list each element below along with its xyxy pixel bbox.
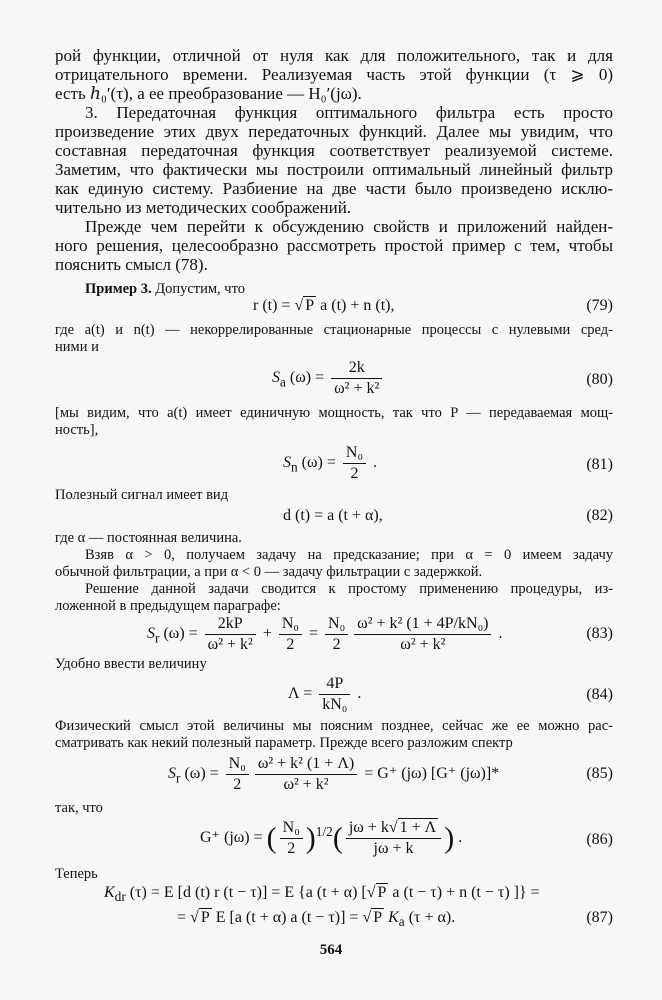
example-intro: Допустим, что [151, 281, 245, 297]
equation-79: r (t) = √ P a (t) + n (t), [253, 297, 395, 314]
text-line: произведение этих двух передаточных функций. Далее мы увидим, что [55, 122, 613, 141]
text-line: Физический смысл этой величины мы поясним позднее, сейчас же ее можно рас- [55, 718, 613, 734]
equation-80: $S_a$ (ω) = $\frac{2k}{\text{ω² + k²}}$ [272, 358, 385, 399]
text-line: есть ℎ₀′(τ), а ее преобразование — H₀′(jω). [55, 84, 362, 103]
equation-number: (82) [586, 507, 613, 524]
text-line: пояснить смысл (78). [55, 255, 208, 274]
equation-85: $S_r$ (ω) = $\frac{\text{N₀}}{2}$ $\frac{\text{ω² + k² (1 + Λ)}}{\text{ω² + k²}}$ = G⁺ (jω) [G⁺ (jω)]* [168, 755, 500, 793]
text-line: где a(t) и n(t) — некоррелированные стационарные процессы с нулевыми сред- [55, 322, 613, 338]
text-line: Удобно ввести величину [55, 656, 207, 672]
text-line: ними и [55, 339, 99, 355]
equation-82: d (t) = a (t + α), [283, 507, 383, 524]
equation-number: (84) [586, 686, 613, 703]
text-line: Полезный сигнал имеет вид [55, 487, 229, 503]
text-line: Прежде чем перейти к обсуждению свойств и приложений найден- [85, 217, 613, 236]
text-line: так, что [55, 800, 103, 816]
equation-84: Λ = $\frac{4P}{\text{kN₀}}$ . [288, 675, 362, 713]
equation-number: (87) [586, 909, 613, 926]
text-line: Теперь [55, 866, 98, 882]
text-line: ложенной в предыдущем параграфе: [55, 598, 281, 614]
text-line: составная передаточная функция соответствует реализуемой системе. [55, 141, 613, 160]
equation-number: (83) [586, 625, 613, 642]
equation-number: (85) [586, 765, 613, 782]
equation-number: (81) [586, 456, 613, 473]
page-number: 564 [319, 942, 343, 958]
text-line: как единую систему. Разбиение на две части было произведено исклю- [55, 179, 613, 198]
text-line: где α — постоянная величина. [55, 530, 242, 546]
text-line: Взяв α > 0, получаем задачу на предсказание; при α = 0 имеем задачу [85, 547, 613, 563]
text-line: чительно из методических соображений. [55, 198, 352, 217]
text-line: рой функции, отличной от нуля как для положительного, так и для [55, 46, 613, 65]
text-line: обычной фильтрации, а при α < 0 — задачу фильтрации с задержкой. [55, 564, 483, 580]
text-line: Заметим, что фактически мы построили оптимальный линейный фильтр [55, 160, 613, 179]
text-line: ность], [55, 422, 99, 438]
equation-number: (86) [586, 831, 613, 848]
example-label: Пример 3. [85, 281, 152, 297]
equation-86: G⁺ (jω) = ( $\frac{\text{N₀}}{2}$ )$^{1/2}$( $\frac{j\omega + k√ 1 + \Lambda}{j\omega + k}$ ) . [200, 819, 463, 857]
text-line: 3. Передаточная функция оптимального фильтра есть просто [85, 103, 613, 122]
equation-83: $S_r$ (ω) = $\frac{2kP}{\text{ω² + k²}}$ + $\frac{\text{N₀}}{2}$ = $\frac{\text{N₀}}{2}$ $\frac{\text{ω² + k² (1 + 4P/kN₀)}}{\text{ω² + k²}}$ . [147, 615, 503, 653]
equation-81: $S_n$ (ω) = $\frac{\text{N₀}}{2}$ . [283, 444, 378, 482]
text-line: отрицательного времени. Реализуемая часть этой функции (τ ⩾ 0) [55, 65, 613, 84]
equation-87-line2: = √ P E [a (t + α) a (t − τ)] = √ P $K_a$ (τ + α). [177, 909, 456, 930]
text-line: [мы видим, что a(t) имеет единичную мощность, так что P — передаваемая мощ- [55, 405, 613, 421]
text-line: сматривать как некий полезный параметр. Прежде всего разложим спектр [55, 735, 513, 751]
text-line: Решение данной задачи сводится к простому применению процедуры, из- [85, 581, 613, 597]
equation-87-line1: $K_{dr}$ (τ) = E [d (t) r (t − τ)] = E {a (t + α) [√ P a (t − τ) + n (t − τ) ]} = [104, 884, 540, 905]
text-line: ного решения, целесообразно рассмотреть простой пример с тем, чтобы [55, 236, 613, 255]
equation-number: (79) [586, 297, 613, 314]
equation-number: (80) [586, 371, 613, 388]
